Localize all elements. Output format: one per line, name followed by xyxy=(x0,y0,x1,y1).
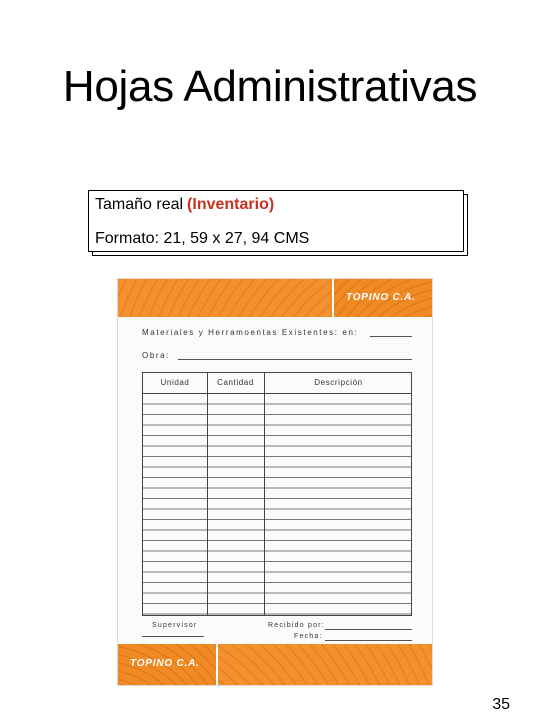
inventory-table xyxy=(142,372,412,616)
size-line xyxy=(95,196,274,214)
slide-title: Hojas Administrativas xyxy=(62,62,478,111)
form-footer-band xyxy=(218,644,432,685)
col-head-cantidad: Cantidad xyxy=(217,378,254,387)
size-highlight: (Inventario) xyxy=(187,196,275,213)
materials-line xyxy=(370,336,412,337)
materials-label: Materiales y Herramoentas Existentes: en: xyxy=(142,328,359,337)
obra-line xyxy=(178,359,412,360)
page-number: 35 xyxy=(492,696,510,713)
supervisor-line xyxy=(142,636,204,637)
col-head-descripcion: Descripción xyxy=(314,378,363,387)
info-box xyxy=(88,190,464,252)
form-footer-logo-block xyxy=(118,644,216,685)
form-header-logo-block xyxy=(334,279,432,317)
form-header-band xyxy=(118,279,332,317)
table-header-separator xyxy=(143,393,411,394)
table-col-divider xyxy=(264,373,265,615)
table-col-divider xyxy=(207,373,208,615)
date-line xyxy=(325,640,412,641)
size-label: Tamaño real xyxy=(95,196,184,213)
obra-label: Obra: xyxy=(142,351,171,360)
brand-logo-top: TOPINO C.A. xyxy=(346,292,416,303)
date-label: Fecha: xyxy=(294,633,323,640)
format-line: Formato: 21, 59 x 27, 94 CMS xyxy=(95,230,310,247)
col-head-unidad: Unidad xyxy=(160,378,190,387)
received-by-line xyxy=(325,629,412,630)
brand-logo-bottom: TOPINO C.A. xyxy=(130,658,200,669)
supervisor-label: Supervisor xyxy=(152,622,198,629)
inventory-form-image xyxy=(117,278,433,686)
received-by-label: Recibido por: xyxy=(268,622,325,629)
